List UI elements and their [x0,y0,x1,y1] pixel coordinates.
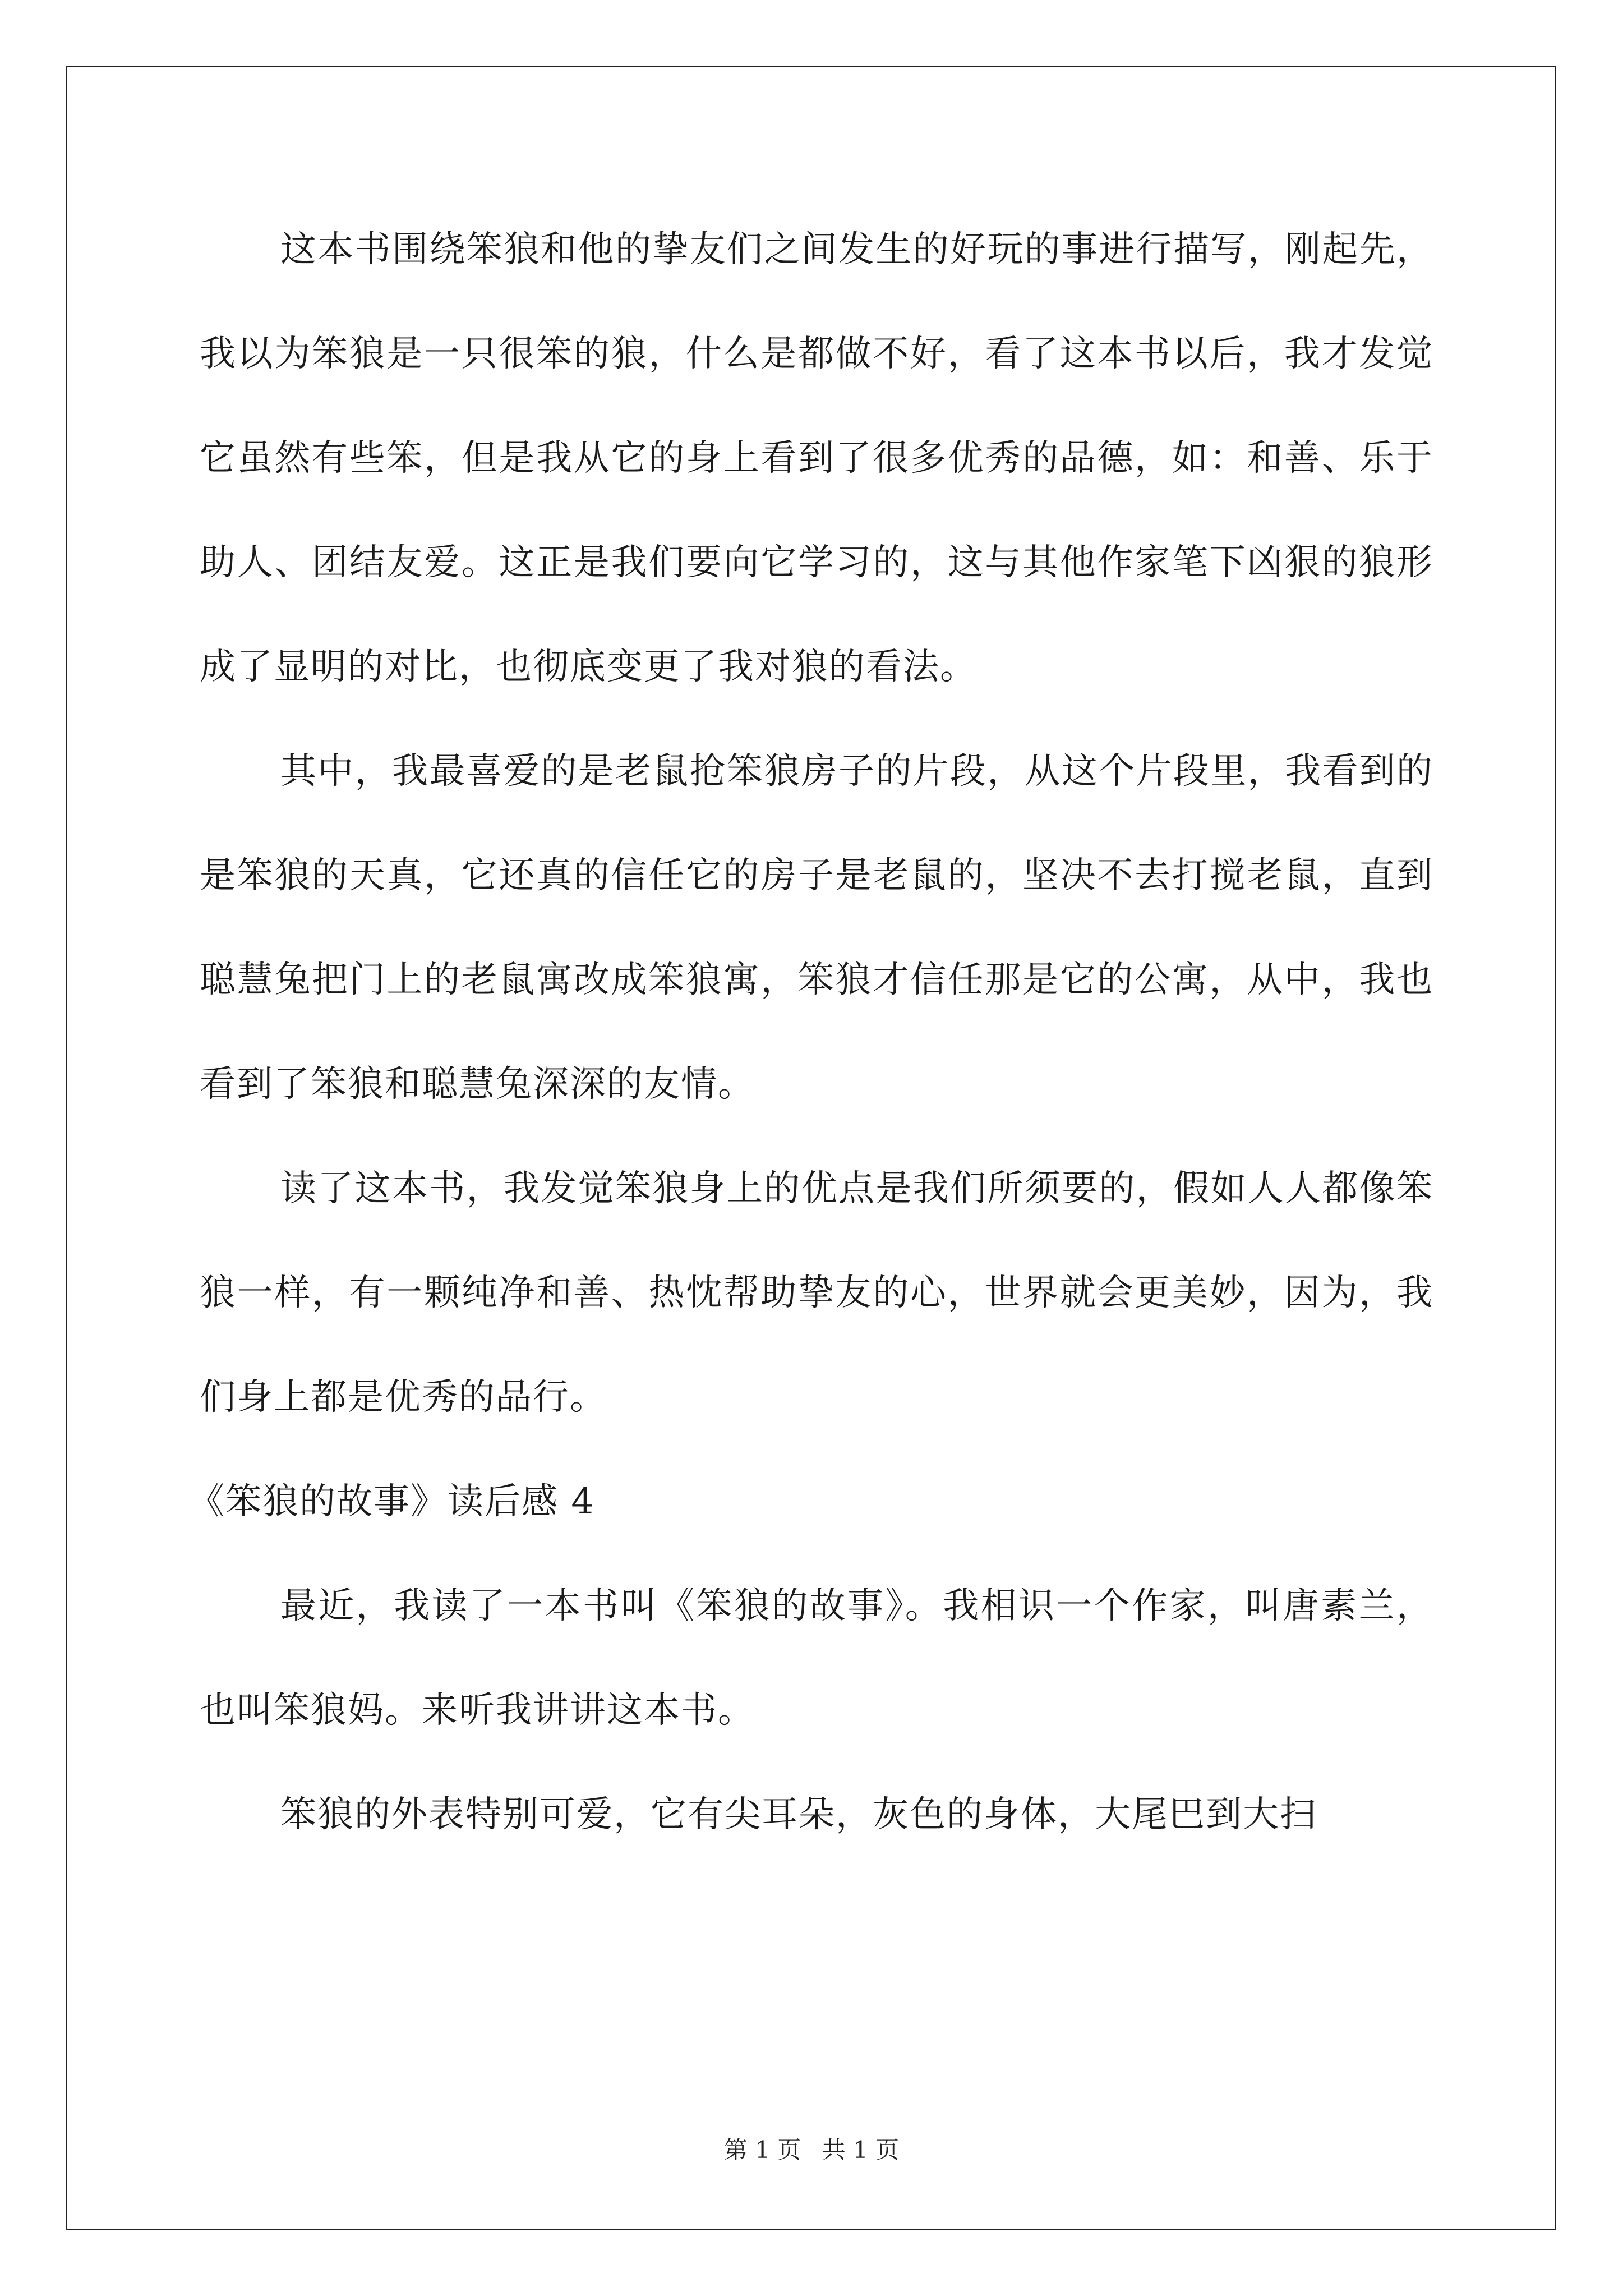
page-number: 第 1 页 [723,2136,801,2164]
section-heading: 《笨狼的故事》读后感 4 [188,1481,596,1522]
paragraph: 最近，我读了一本书叫《笨狼的故事》。我相识一个作家，叫唐素兰，也叫笨狼妈。来听我讲讲这本书。 [200,1585,1433,1731]
page-footer [0,2132,1623,2165]
paragraph: 其中，我最喜爱的是老鼠抢笨狼房子的片段，从这个片段里，我看到的是笨狼的天真，它还真的信任它的房子是老鼠的，坚决不去打搅老鼠，直到聪慧兔把门上的老鼠寓改成笨狼寓，笨狼才信任那是它的公寓，从中，我也看到了笨狼和聪慧兔深深的友情。 [200,751,1433,1105]
document-body [188,197,1433,1867]
paragraph: 读了这本书，我发觉笨狼身上的优点是我们所须要的，假如人人都像笨狼一样，有一颗纯净和善、热忱帮助挚友的心，世界就会更美妙，因为，我们身上都是优秀的品行。 [200,1168,1433,1418]
paragraph: 这本书围绕笨狼和他的挚友们之间发生的好玩的事进行描写，刚起先，我以为笨狼是一只很笨的狼，什么是都做不好，看了这本书以后，我才发觉它虽然有些笨，但是我从它的身上看到了很多优秀的品德，如：和善、乐于助人、团结友爱。这正是我们要向它学习的，这与其他作家笔下凶狠的狼形成了显明的对比，也彻底变更了我对狼的看法。 [200,229,1433,688]
page-total: 共 1 页 [822,2136,900,2164]
paragraph: 笨狼的外表特别可爱，它有尖耳朵，灰色的身体，大尾巴到大扫 [280,1794,1317,1835]
